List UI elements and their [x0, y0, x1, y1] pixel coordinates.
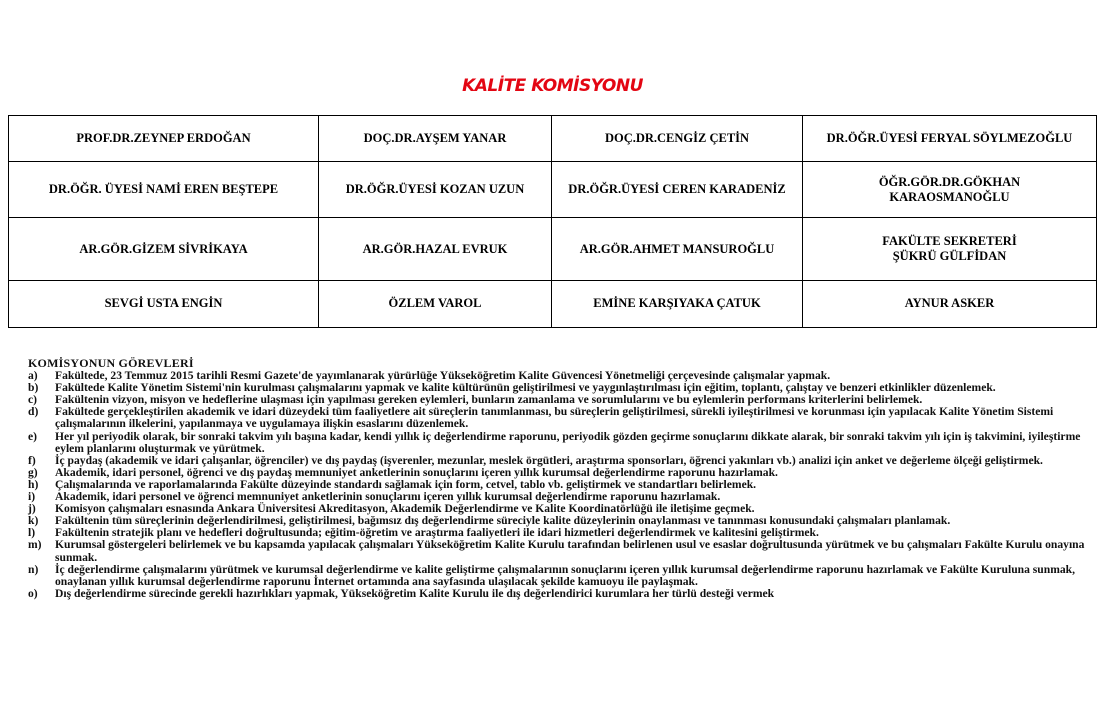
item-text: Akademik, idari personel, öğrenci ve dış paydaş memnuniyet anketlerinin sonuçlarını içeren yıllık kurumsal değerlendirme raporunu hazırlamak. [55, 465, 778, 479]
item-text: Her yıl periyodik olarak, bir sonraki takvim yılı başına kadar, kendi yıllık iç değerlendirme raporunu, periyodik gözden geçirme sonuçlarını dikkate alarak, bir sonraki takvim yılı için iş takvimini, iyileştirme eylem planlarını oluşturmak ve yürütmek. [55, 429, 1081, 455]
item-text: Fakültenin vizyon, misyon ve hedeflerine ulaşması için yapılması gereken eylemleri, bunların zamanlama ve sorumlularını ve bu eylemlerin performans kriterlerini belirlemek. [55, 393, 923, 407]
item-text: Fakültede, 23 Temmuz 2015 tarihli Resmi Gazete'de yayımlanarak yürürlüğe Yükseköğretim Kalite Güvencesi Yönetmeliği çerçevesinde çalışmalar yapmak. [55, 369, 831, 383]
item-letter: f) [28, 453, 36, 467]
item-text: Fakültede Kalite Yönetim Sistemi'nin kurulması çalışmalarını yapmak ve kalite kültürünün geliştirilmesi ve yaygınlaştırılması için eğitim, toplantı, çalıştay ve benzeri etkinlikler düzenlemek. [55, 381, 996, 395]
duties-section [28, 357, 1094, 600]
list-item [28, 564, 1094, 588]
member-cell: EMİNE KARŞIYAKA ÇATUK [552, 280, 803, 327]
member-cell: AR.GÖR.HAZAL EVRUK [319, 218, 552, 280]
table-row [9, 116, 1097, 162]
item-text: Akademik, idari personel ve öğrenci memnuniyet anketlerinin sonuçlarını içeren yıllık kurumsal değerlendirme raporunu hazırlamak. [55, 490, 721, 504]
item-text: Fakültede gerçekleştirilen akademik ve idari düzeydeki tüm faaliyetlere ait süreçlerin tanımlanması, bu süreçlerin geliştirilmesi, sürekli iyileştirilmesi ve korunması için yapılacak Kalite Yönetim Sistemi çalışmalarının ilkelerini, yapılanmaya ve uygulamaya ilişkin esaslarını düzenlemek. [55, 405, 1054, 431]
list-item [28, 406, 1094, 430]
item-letter: i) [28, 490, 36, 504]
item-text: İç paydaş (akademik ve idari çalışanlar, öğrenciler) ve dış paydaş (işverenler, mezunlar, meslek örgütleri, araştırma sponsorları, öğrenci yakınları vb.) analizi için anket ve değerleme ölçeği geliştirmek. [55, 453, 1043, 467]
member-cell: DR.ÖĞR.ÜYESİ FERYAL SÖYLMEZOĞLU [803, 116, 1097, 162]
item-text: Kurumsal göstergeleri belirlemek ve bu kapsamda yapılacak çalışmaları Yükseköğretim Kalite Kurulu tarafından belirlenen usul ve esaslar doğrultusunda yürütmek ve bu çalışmaları Fakülte Kurulu onayına sunmak. [55, 538, 1085, 564]
member-cell: DR.ÖĞR.ÜYESİ KOZAN UZUN [319, 162, 552, 218]
member-cell: ÖĞR.GÖR.DR.GÖKHAN KARAOSMANOĞLU [803, 162, 1097, 218]
item-letter: g) [28, 465, 38, 479]
table-row [9, 218, 1097, 280]
list-item [28, 431, 1094, 455]
item-letter: a) [28, 369, 38, 383]
item-letter: h) [28, 477, 39, 491]
item-letter: m) [28, 538, 42, 552]
member-cell: FAKÜLTE SEKRETERİ ŞÜKRÜ GÜLFİDAN [803, 218, 1097, 280]
item-text: Çalışmalarında ve raporlamalarında Fakülte düzeyinde standardı sağlamak için form, cetvel, tablo vb. geliştirmek ve standartları belirlemek. [55, 477, 757, 491]
item-letter: d) [28, 405, 39, 419]
item-letter: e) [28, 429, 38, 443]
member-cell: PROF.DR.ZEYNEP ERDOĞAN [9, 116, 319, 162]
item-text: İç değerlendirme çalışmalarını yürütmek ve kurumsal değerlendirme ve kalite geliştirme çalışmalarının sonuçlarını içeren yıllık kurumsal değerlendirme raporunu hazırlamak ve Fakülte Kuruluna sunmak, onaylanan yıllık kurumsal değerlendirme raporunu İnternet ortamında ana sayfasında ulaşılacak şekilde kamuoyu ile paylaşmak. [55, 562, 1076, 588]
table-row [9, 280, 1097, 327]
item-letter: k) [28, 514, 39, 528]
item-letter: l) [28, 526, 36, 540]
item-text: Fakültenin stratejik planı ve hedefleri doğrultusunda; eğitim-öğretim ve araştırma faaliyetleri ile idari hizmetleri değerlendirmek ve kalitesini geliştirmek. [55, 526, 819, 540]
list-item [28, 588, 1094, 600]
item-letter: b) [28, 381, 39, 395]
list-item [28, 539, 1094, 563]
member-cell: SEVGİ USTA ENGİN [9, 280, 319, 327]
item-text: Komisyon çalışmaları esnasında Ankara Üniversitesi Akreditasyon, Akademik Değerlendirme ve Kalite Koordinatörlüğü ile iletişime geçmek. [55, 502, 755, 516]
item-letter: o) [28, 586, 38, 600]
member-cell: DR.ÖĞR.ÜYESİ CEREN KARADENİZ [552, 162, 803, 218]
table-row [9, 162, 1097, 218]
member-cell: DOÇ.DR.AYŞEM YANAR [319, 116, 552, 162]
member-cell: ÖZLEM VAROL [319, 280, 552, 327]
member-cell: AR.GÖR.AHMET MANSUROĞLU [552, 218, 803, 280]
item-text: Fakültenin tüm süreçlerinin değerlendirilmesi, geliştirilmesi, bağımsız dış değerlendirme süreciyle kalite düzeylerinin onaylanması ve tanınması konusundaki çalışmaları planlamak. [55, 514, 951, 528]
item-letter: c) [28, 393, 38, 407]
member-cell: AR.GÖR.GİZEM SİVRİKAYA [9, 218, 319, 280]
member-cell: DOÇ.DR.CENGİZ ÇETİN [552, 116, 803, 162]
item-letter: n) [28, 562, 39, 576]
duties-list [28, 370, 1094, 600]
item-text: Dış değerlendirme sürecinde gerekli hazırlıkları yapmak, Yükseköğretim Kalite Kurulu ile dış değerlendirici kurumlara her türlü desteği vermek [55, 586, 775, 600]
item-letter: j) [28, 502, 36, 516]
member-cell: AYNUR ASKER [803, 280, 1097, 327]
members-table [8, 115, 1097, 328]
member-cell: DR.ÖĞR. ÜYESİ NAMİ EREN BEŞTEPE [9, 162, 319, 218]
duties-heading: KOMİSYONUN GÖREVLERİ [28, 356, 194, 370]
page-title: KALİTE KOMİSYONU [462, 76, 643, 96]
